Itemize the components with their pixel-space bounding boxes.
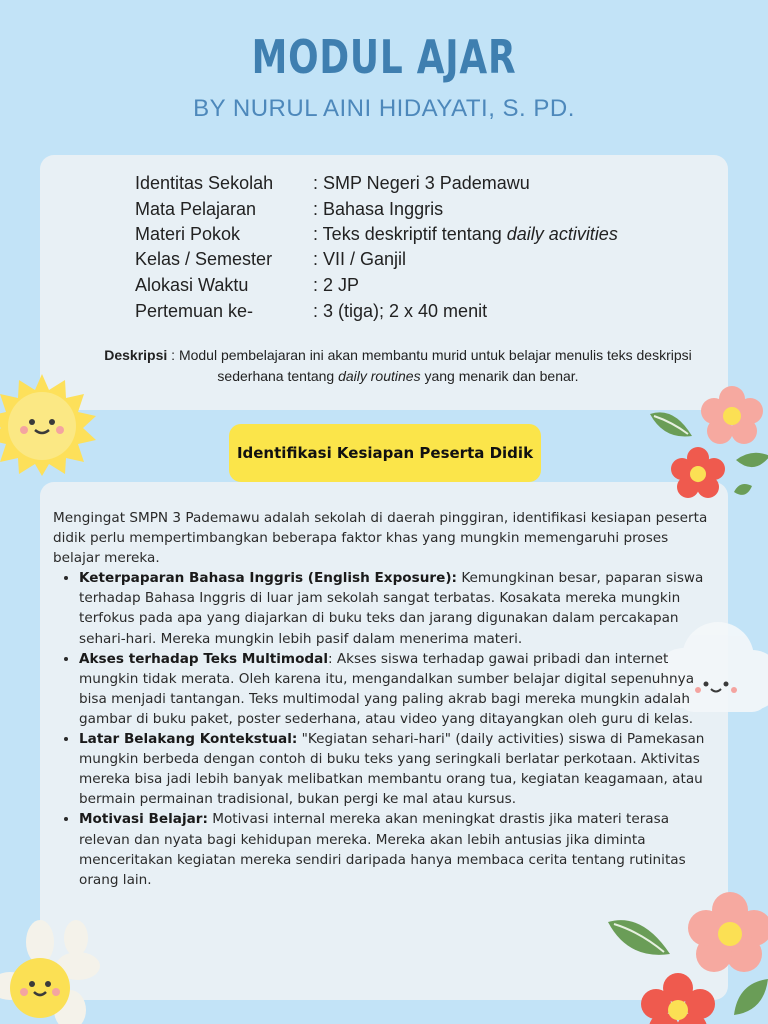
daisy-icon [0,920,104,1024]
identity-value: : SMP Negeri 3 Pademawu [313,173,530,193]
identity-row-meeting [135,301,487,322]
identity-label: Alokasi Waktu [135,275,249,295]
intro-paragraph: Mengingat SMPN 3 Pademawu adalah sekolah di daerah pinggiran, identifikasi kesiapan peserta didik perlu mempertimbangkan beberapa faktor khas yang mungkin memengaruhi proses belajar mereka. [53,510,708,567]
identity-value: : 2 JP [313,275,360,295]
identity-row-subject [135,199,443,220]
flower-icon [686,892,768,972]
list-item-text: : Akses siswa terhadap gawai pribadi dan internet mungkin tidak merata. Oleh karena itu, mengandalkan sumber belajar digital sepenuhnya bisa menjadi tantangan. Teks multimodal yang paling akrab bagi mereka mungkin adalah gambar di buku paket, poster sederhana, atau video yang ditayangkan oleh guru di kelas. [79,650,695,727]
description-text-end: yang menarik dan benar. [420,368,579,384]
section-heading: Identifikasi Kesiapan Peserta Didik [229,424,541,482]
readiness-body [53,508,713,890]
identity-row-topic [135,224,618,245]
list-item-text: Kemungkinan besar, paparan siswa terhadap Bahasa Inggris di luar jam sekolah sangat terbatas. Kosakata mereka mungkin terfokus pada apa yang diajarkan di buku teks dan jarang digunakan dalam percakapan sehari-hari. Mereka mungkin lebih pasif dalam menerima materi. [79,570,704,647]
identity-value: : VII / Ganjil [313,249,407,269]
list-item-title: Keterpaparan Bahasa Inggris (English Exposure): [79,570,457,587]
sun-icon [0,372,98,476]
list-item [79,649,713,729]
description-text: : Modul pembelajaran ini akan membantu murid untuk belajar menulis teks deskripsi sederhana tentang [167,347,692,384]
identity-label: Materi Pokok [135,224,241,244]
list-item-title: Latar Belakang Kontekstual: [79,731,298,748]
identity-row-school [135,173,530,194]
author-line: BY NURUL AINI HIDAYATI, S. PD. [193,95,575,122]
leaf-icon [606,914,672,960]
description-italic: daily routines [338,368,421,384]
identity-value [313,224,618,244]
flower-icon [640,972,716,1024]
leaf-icon [648,406,694,442]
identity-value-italic: daily activities [506,224,618,244]
identity-label: Pertemuan ke- [135,301,254,321]
leaf-icon [730,975,768,1021]
identity-label: Mata Pelajaran [135,199,257,219]
description [100,345,696,387]
flower-icon [670,446,726,500]
identity-row-time [135,275,359,296]
list-item [79,809,713,889]
identity-value: : 3 (tiga); 2 x 40 menit [313,301,488,321]
list-item-title: Akses terhadap Teks Multimodal [79,650,328,667]
list-item [79,729,713,809]
identity-label: Kelas / Semester [135,249,273,269]
identity-row-class [135,249,406,270]
identity-value: : Bahasa Inggris [313,199,444,219]
flower-icon [700,385,764,445]
description-label: Deskripsi [104,347,168,363]
page-title: MODUL AJAR [251,30,517,84]
identity-label: Identitas Sekolah [135,173,274,193]
list-item-text: Motivasi internal mereka akan meningkat drastis jika materi terasa relevan dan nyata bagi kehidupan mereka. Mereka akan lebih antusias jika diminta menceritakan kegiatan mereka sendiri daripada hanya membaca cerita tentang rutinitas orang lain. [79,811,686,888]
leaf-icon [730,446,768,506]
readiness-list [53,568,713,890]
list-item-text: "Kegiatan sehari-hari" (daily activities) siswa di Pamekasan mungkin berbeda dengan contoh di buku teks yang seringkali berlatar perkotaan. Aktivitas mereka bisa jadi lebih banyak melibatkan membantu orang tua, kegiatan keagamaan, atau bermain permainan tradisional, bukan pergi ke mal atau kursus. [79,731,705,808]
identity-value-text: : Teks deskriptif tentang [313,224,507,244]
list-item [79,568,713,648]
list-item-title: Motivasi Belajar: [79,811,208,828]
